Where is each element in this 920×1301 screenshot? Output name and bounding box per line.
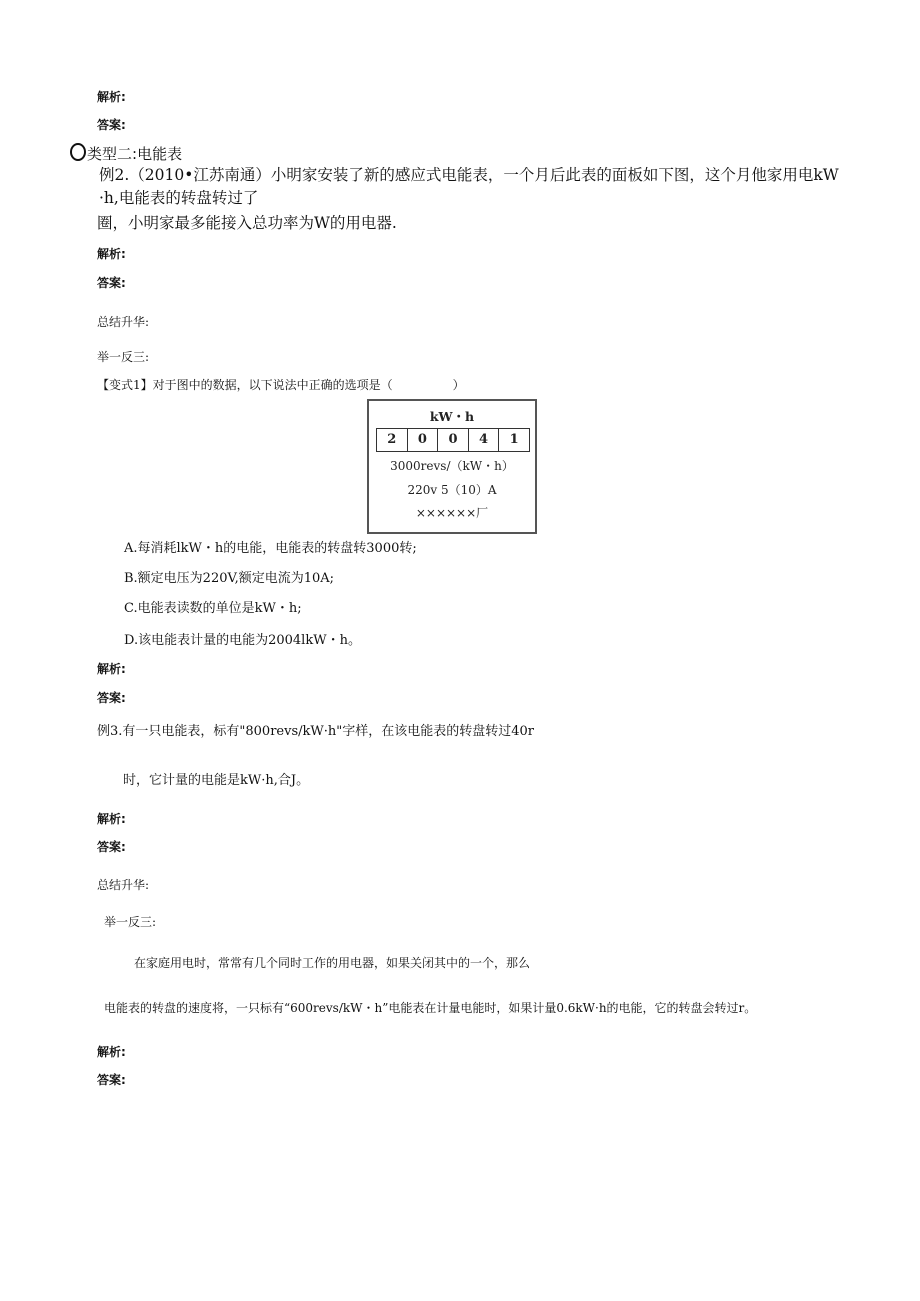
analysis-label: 解析: xyxy=(97,247,126,261)
answer-label: 答案: xyxy=(97,840,126,854)
section-title: 电能表 xyxy=(137,145,183,163)
option-b: B.额定电压为220V,额定电流为10A; xyxy=(124,571,335,586)
meter-manufacturer: ××××××厂 xyxy=(415,506,489,520)
analysis-label: 解析: xyxy=(97,662,126,676)
example2-question-line3: 圈，小明家最多能接入总功率为W的用电器. xyxy=(97,214,397,232)
option-d: D.该电能表计量的电能为2004lkW・h。 xyxy=(124,633,361,648)
practice2-question-line2: 电能表的转盘的速度将，一只标有“600revs/kW・h”电能表在计量电能时，如果计量0.6kW·h的电能，它的转盘会转过r。 xyxy=(104,1001,757,1015)
summary-label: 总结升华: xyxy=(97,878,150,892)
circle-marker-icon xyxy=(70,143,86,161)
practice-label: 举一反三: xyxy=(104,915,157,929)
section-prefix: 类型二: xyxy=(87,145,138,163)
answer-label: 答案: xyxy=(97,1073,126,1087)
electric-meter-panel xyxy=(367,399,537,534)
section-heading xyxy=(70,143,182,163)
meter-unit: kW・h xyxy=(429,409,475,424)
practice-label: 举一反三: xyxy=(97,350,150,364)
meter-digit: 2 xyxy=(377,429,408,451)
example2-question-line1: 例2.（2010•江苏南通）小明家安装了新的感应式电能表，一个月后此表的面板如下图，这个月他家用电kW xyxy=(99,166,839,184)
option-a: A.每消耗lkW・h的电能，电能表的转盘转3000转; xyxy=(124,541,417,556)
meter-digit: 0 xyxy=(438,429,469,451)
meter-digit: 1 xyxy=(509,432,519,447)
meter-digit: 0 xyxy=(408,429,439,451)
example3-question-line2: 时，它计量的电能是kW·h,合J。 xyxy=(123,773,310,788)
meter-reading xyxy=(376,428,530,452)
answer-label: 答案: xyxy=(97,276,126,290)
analysis-label: 解析: xyxy=(97,812,126,826)
analysis-label: 解析: xyxy=(97,1045,126,1059)
option-c: C.电能表读数的单位是kW・h; xyxy=(124,601,302,616)
meter-revolutions-spec: 3000revs/（kW・h） xyxy=(390,459,514,473)
meter-digit: 4 xyxy=(469,429,500,451)
answer-label: 答案: xyxy=(97,118,126,132)
example3-question-line1: 例3.有一只电能表，标有"800revs/kW·h"字样，在该电能表的转盘转过40r xyxy=(97,724,534,739)
meter-voltage-current-spec: 220v 5（10）A xyxy=(407,483,497,497)
variant1-question: 【变式1】对于图中的数据，以下说法中正确的选项是（ ） xyxy=(97,378,465,392)
practice2-question-line1: 在家庭用电时，常常有几个同时工作的用电器，如果关闭其中的一个，那么 xyxy=(134,956,531,970)
summary-label: 总结升华: xyxy=(97,315,150,329)
answer-label: 答案: xyxy=(97,691,126,705)
analysis-label: 解析: xyxy=(97,90,126,104)
example2-question-line2: ·h,电能表的转盘转过了 xyxy=(99,189,259,207)
